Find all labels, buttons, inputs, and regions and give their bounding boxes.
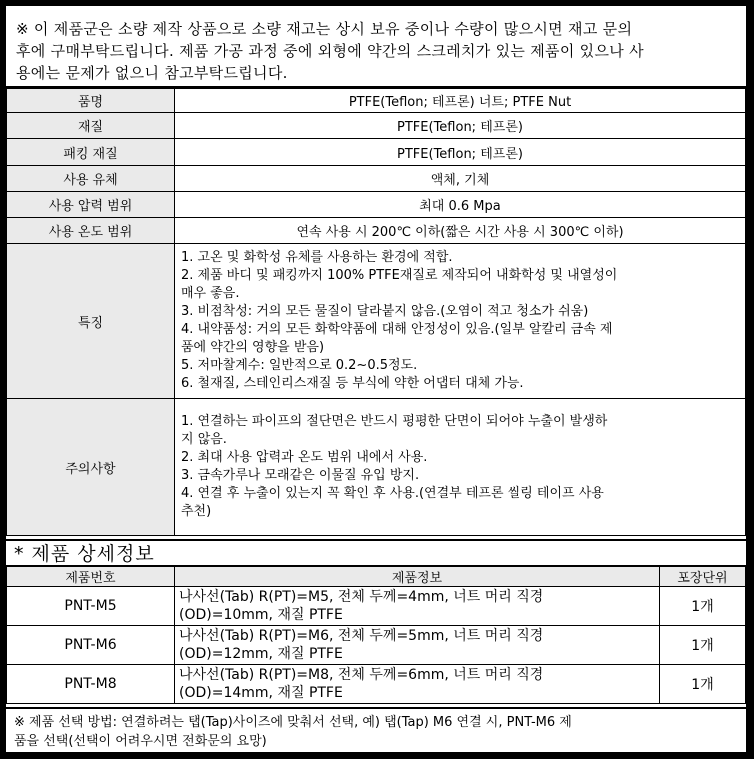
- feature-line: 3. 비점착성: 거의 모든 물질이 달라붙지 않음.(오염이 적고 청소가 쉬움): [181, 304, 589, 319]
- spec-row-cautions: [7, 399, 746, 536]
- package-unit: 1개: [660, 587, 746, 626]
- spec-key: 특징: [7, 244, 175, 399]
- spec-row-packing: [7, 139, 746, 166]
- spec-value: PTFE(Teflon; 테프론) 너트; PTFE Nut: [175, 89, 746, 113]
- product-info: [175, 665, 660, 704]
- detail-section-title: * 제품 상세정보: [6, 539, 746, 566]
- spec-row-temperature: [7, 218, 746, 244]
- features-list: [175, 244, 746, 399]
- product-code: PNT-M5: [7, 587, 175, 626]
- product-code: PNT-M6: [7, 626, 175, 665]
- product-code: PNT-M8: [7, 665, 175, 704]
- feature-line: 4. 내약품성: 거의 모든 화학약품에 대해 안정성이 있음.(일부 알칼리 금속 제: [181, 322, 613, 337]
- header-product-code: 제품번호: [7, 567, 175, 587]
- spec-value: PTFE(Teflon; 테프론): [175, 139, 746, 166]
- spec-table: [6, 88, 746, 536]
- package-unit: 1개: [660, 626, 746, 665]
- product-info-line: 나사선(Tab) R(PT)=M8, 전체 두께=6mm, 너트 머리 직경: [179, 667, 544, 683]
- table-row: [7, 665, 746, 704]
- feature-line: 6. 철재질, 스테인리스재질 등 부식에 약한 어댑터 대체 가능.: [181, 376, 524, 391]
- product-info-line: (OD)=14mm, 재질 PTFE: [179, 685, 343, 701]
- product-info: [175, 626, 660, 665]
- notice-line: 용에는 문제가 없으니 참고부탁드립니다.: [16, 64, 288, 82]
- spec-value: PTFE(Teflon; 테프론): [175, 113, 746, 139]
- caution-line: 지 않음.: [181, 432, 227, 447]
- package-unit: 1개: [660, 665, 746, 704]
- product-info-line: (OD)=12mm, 재질 PTFE: [179, 646, 343, 662]
- product-table-header: [7, 567, 746, 587]
- spec-row-fluid: [7, 166, 746, 192]
- caution-line: 1. 연결하는 파이프의 절단면은 반드시 평평한 단면이 되어야 누출이 발생하: [181, 414, 608, 429]
- spec-key: 주의사항: [7, 399, 175, 536]
- spec-key: 사용 압력 범위: [7, 192, 175, 218]
- caution-line: 4. 연결 후 누출이 있는지 꼭 확인 후 사용.(연결부 테프론 씰링 테이프 사용: [181, 486, 604, 501]
- spec-key: 패킹 재질: [7, 139, 175, 166]
- caution-line: 추천): [181, 504, 212, 519]
- header-package-unit: 포장단위: [660, 567, 746, 587]
- product-info-line: 나사선(Tab) R(PT)=M5, 전체 두께=4mm, 너트 머리 직경: [179, 589, 544, 605]
- header-product-info: 제품정보: [175, 567, 660, 587]
- spec-value: 연속 사용 시 200℃ 이하(짧은 시간 사용 시 300℃ 이하): [175, 218, 746, 244]
- spec-row-name: [7, 89, 746, 113]
- product-table: [6, 566, 746, 704]
- spec-key: 품명: [7, 89, 175, 113]
- spec-key: 사용 온도 범위: [7, 218, 175, 244]
- spec-row-pressure: [7, 192, 746, 218]
- caution-line: 2. 최대 사용 압력과 온도 범위 내에서 사용.: [181, 450, 428, 465]
- footnote-line: ※ 제품 선택 방법: 연결하려는 탭(Tap)사이즈에 맞춰서 선택, 예) 탭(Tap) M6 연결 시, PNT-M6 제: [14, 715, 572, 730]
- footnote-line: 품을 선택(선택이 어려우시면 전화문의 요망): [14, 734, 267, 749]
- stock-notice: [6, 6, 746, 88]
- spec-key: 재질: [7, 113, 175, 139]
- table-row: [7, 626, 746, 665]
- product-info-line: (OD)=10mm, 재질 PTFE: [179, 607, 343, 623]
- table-row: [7, 587, 746, 626]
- feature-line: 1. 고온 및 화학성 유체를 사용하는 환경에 적합.: [181, 250, 453, 265]
- caution-line: 3. 금속가루나 모래같은 이물질 유입 방지.: [181, 468, 420, 483]
- product-info-line: 나사선(Tab) R(PT)=M6, 전체 두께=5mm, 너트 머리 직경: [179, 628, 544, 644]
- feature-line: 2. 제품 바디 및 패킹까지 100% PTFE재질로 제작되어 내화학성 및 내열성이: [181, 268, 618, 283]
- spec-value: 액체, 기체: [175, 166, 746, 192]
- notice-line: 후에 구매부탁드립니다. 제품 가공 과정 중에 외형에 약간의 스크레치가 있는 제품이 있으나 사: [16, 42, 644, 60]
- notice-line: ※ 이 제품군은 소량 제작 상품으로 소량 재고는 상시 보유 중이나 수량이 많으시면 재고 문의: [16, 20, 633, 38]
- cautions-list: [175, 399, 746, 536]
- feature-line: 매우 좋음.: [181, 286, 240, 301]
- feature-line: 품에 약간의 영향을 받음): [181, 340, 325, 355]
- spec-value: 최대 0.6 Mpa: [175, 192, 746, 218]
- feature-line: 5. 저마찰계수: 일반적으로 0.2~0.5정도.: [181, 358, 418, 373]
- spec-row-material: [7, 113, 746, 139]
- spec-key: 사용 유체: [7, 166, 175, 192]
- selection-guide-note: [6, 707, 746, 752]
- product-info: [175, 587, 660, 626]
- spec-row-features: [7, 244, 746, 399]
